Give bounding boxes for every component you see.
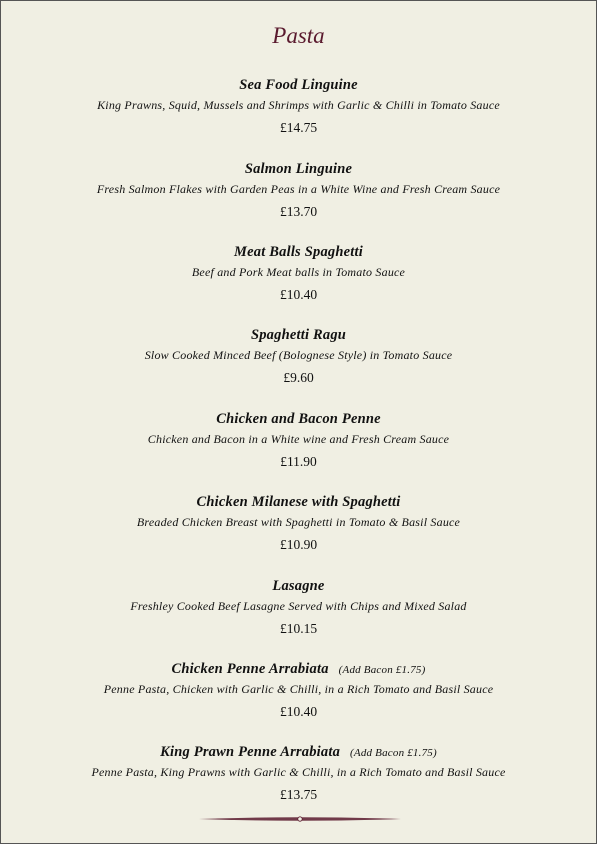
item-price: £14.75 bbox=[279, 120, 318, 135]
item-price: £13.70 bbox=[279, 204, 318, 219]
item-price: £11.90 bbox=[280, 454, 317, 469]
menu-item bbox=[1, 411, 596, 470]
item-name: Sea Food Linguine bbox=[239, 77, 358, 93]
item-price: £13.75 bbox=[279, 787, 318, 802]
page-title: Pasta bbox=[272, 23, 325, 48]
item-price: £10.40 bbox=[279, 704, 318, 719]
item-name: Lasagne bbox=[272, 578, 325, 594]
item-description: Beef and Pork Meat balls in Tomato Sauce bbox=[191, 265, 406, 279]
item-description: Slow Cooked Minced Beef (Bolognese Style) in Tomato Sauce bbox=[144, 348, 453, 362]
item-price: £10.40 bbox=[279, 287, 318, 302]
menu-item bbox=[1, 744, 596, 803]
ornamental-divider bbox=[199, 816, 401, 822]
item-name bbox=[1, 661, 596, 678]
item-name: Salmon Linguine bbox=[244, 161, 353, 177]
menu-item bbox=[1, 161, 596, 220]
item-description: Penne Pasta, Chicken with Garlic & Chilli, in a Rich Tomato and Basil Sauce bbox=[103, 682, 494, 696]
item-addon: (Add Bacon £1.75) bbox=[350, 747, 437, 759]
item-name: Meat Balls Spaghetti bbox=[234, 244, 363, 260]
item-description: Fresh Salmon Flakes with Garden Peas in a White Wine and Fresh Cream Sauce bbox=[96, 182, 501, 196]
item-price: £9.60 bbox=[283, 370, 314, 385]
item-description: Freshley Cooked Beef Lasagne Served with Chips and Mixed Salad bbox=[130, 599, 467, 613]
item-description: Breaded Chicken Breast with Spaghetti in Tomato & Basil Sauce bbox=[136, 515, 461, 529]
item-addon: (Add Bacon £1.75) bbox=[338, 664, 426, 676]
item-name-text: Chicken Penne Arrabiata bbox=[171, 661, 329, 677]
item-name bbox=[1, 744, 596, 761]
menu-item bbox=[1, 77, 596, 136]
menu-item bbox=[1, 327, 596, 386]
menu-item bbox=[1, 661, 596, 720]
item-description: Chicken and Bacon in a White wine and Fresh Cream Sauce bbox=[147, 432, 450, 446]
menu-item bbox=[1, 494, 596, 553]
item-description: Penne Pasta, King Prawns with Garlic & Chilli, in a Rich Tomato and Basil Sauce bbox=[91, 765, 506, 779]
item-name: Chicken Milanese with Spaghetti bbox=[196, 494, 401, 510]
item-name: Spaghetti Ragu bbox=[250, 327, 347, 343]
item-price: £10.15 bbox=[279, 621, 318, 636]
item-name-text: King Prawn Penne Arrabiata bbox=[160, 744, 341, 760]
item-name: Chicken and Bacon Penne bbox=[216, 411, 381, 427]
menu-item bbox=[1, 244, 596, 303]
item-price: £10.90 bbox=[279, 537, 318, 552]
item-description: King Prawns, Squid, Mussels and Shrimps with Garlic & Chilli in Tomato Sauce bbox=[97, 98, 500, 112]
menu-item bbox=[1, 578, 596, 637]
